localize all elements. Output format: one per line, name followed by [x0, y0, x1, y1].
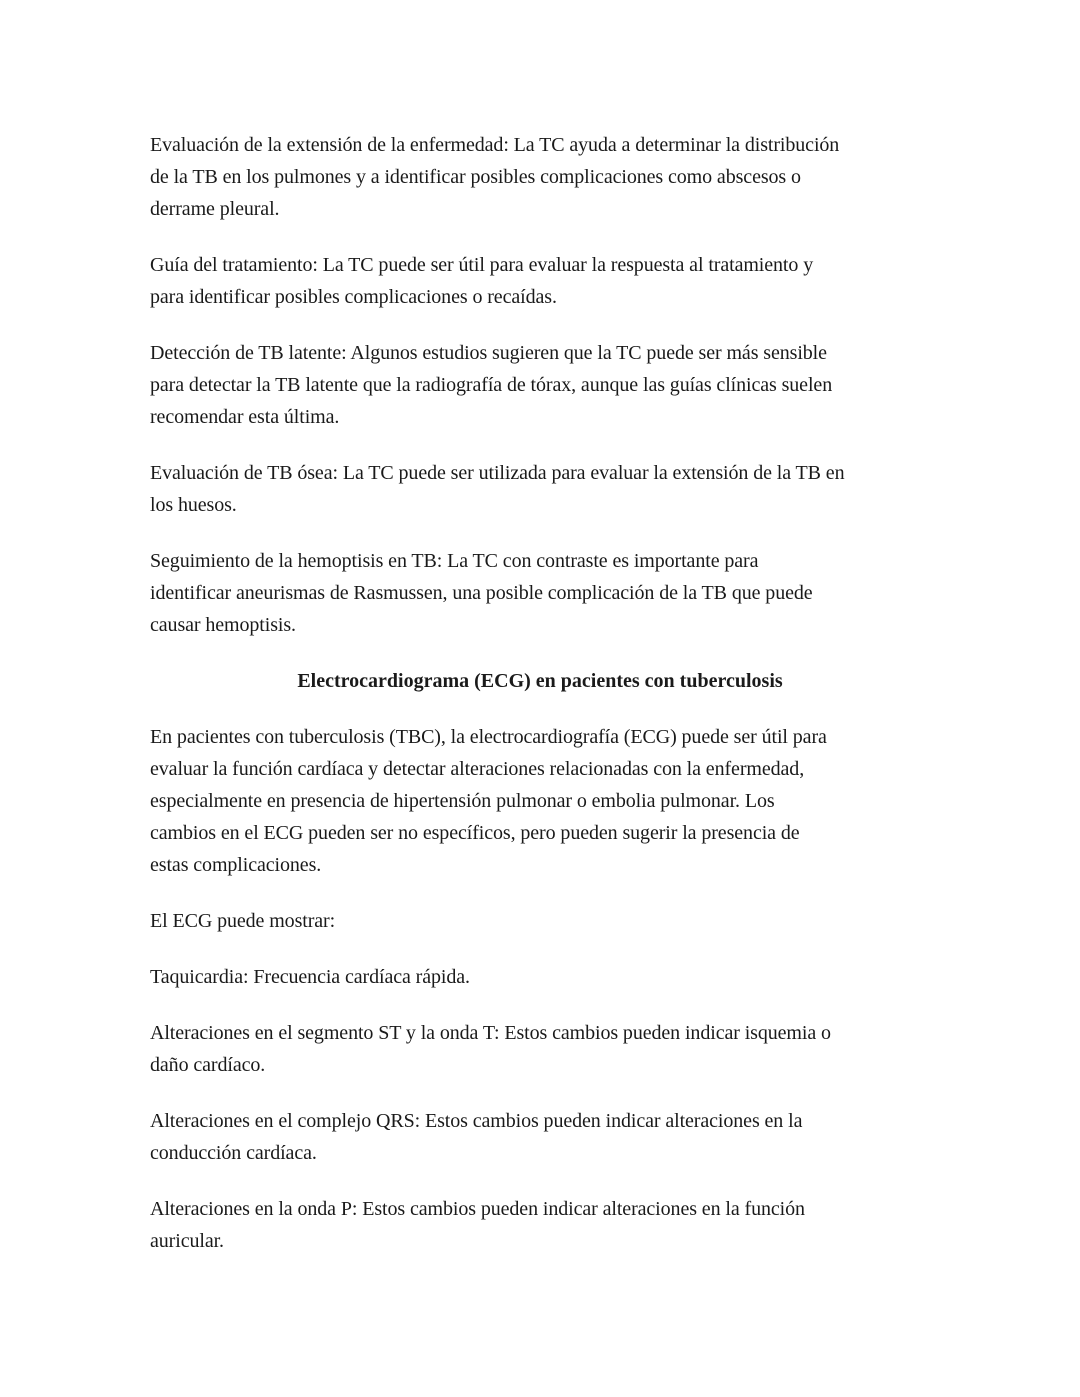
- text-line: cambios en el ECG pueden ser no específicos, pero pueden sugerir la presencia de: [150, 822, 800, 844]
- paragraph-ecg-puede-mostrar: [150, 905, 940, 937]
- text-line: Detección de TB latente: Algunos estudios sugieren que la TC puede ser más sensible: [150, 342, 827, 364]
- text-line: Alteraciones en el segmento ST y la onda T: Estos cambios pueden indicar isquemia o: [150, 1022, 831, 1044]
- text-line: los huesos.: [150, 494, 237, 516]
- document-page: [150, 129, 940, 1281]
- text-line: daño cardíaco.: [150, 1054, 266, 1076]
- text-line: estas complicaciones.: [150, 854, 322, 876]
- paragraph-taquicardia: [150, 961, 940, 993]
- text-line: para identificar posibles complicaciones o recaídas.: [150, 286, 557, 308]
- text-line: Taquicardia: Frecuencia cardíaca rápida.: [150, 966, 470, 988]
- text-line: Guía del tratamiento: La TC puede ser útil para evaluar la respuesta al tratamiento y: [150, 254, 814, 276]
- text-line: Seguimiento de la hemoptisis en TB: La TC con contraste es importante para: [150, 550, 759, 572]
- paragraph-guia-tratamiento: [150, 249, 940, 313]
- paragraph-onda-p: [150, 1193, 940, 1257]
- text-line: En pacientes con tuberculosis (TBC), la electrocardiografía (ECG) puede ser útil para: [150, 726, 827, 748]
- text-line: recomendar esta última.: [150, 406, 340, 428]
- text-line: Alteraciones en el complejo QRS: Estos cambios pueden indicar alteraciones en la: [150, 1110, 803, 1132]
- text-line: causar hemoptisis.: [150, 614, 296, 636]
- paragraph-complejo-qrs: [150, 1105, 940, 1169]
- text-line: derrame pleural.: [150, 198, 280, 220]
- section-heading: Electrocardiograma (ECG) en pacientes con tuberculosis: [297, 670, 783, 692]
- text-line: de la TB en los pulmones y a identificar posibles complicaciones como abscesos o: [150, 166, 801, 188]
- paragraph-hemoptisis: [150, 545, 940, 641]
- paragraph-ecg-intro: [150, 721, 940, 881]
- paragraph-tb-osea: [150, 457, 940, 521]
- paragraph-tb-latente: [150, 337, 940, 433]
- text-line: auricular.: [150, 1230, 224, 1252]
- text-line: Evaluación de TB ósea: La TC puede ser utilizada para evaluar la extensión de la TB en: [150, 462, 845, 484]
- text-line: para detectar la TB latente que la radiografía de tórax, aunque las guías clínicas suelen: [150, 374, 833, 396]
- text-line: Alteraciones en la onda P: Estos cambios pueden indicar alteraciones en la función: [150, 1198, 805, 1220]
- text-line: evaluar la función cardíaca y detectar alteraciones relacionadas con la enfermedad,: [150, 758, 805, 780]
- text-line: conducción cardíaca.: [150, 1142, 317, 1164]
- text-line: especialmente en presencia de hipertensión pulmonar o embolia pulmonar. Los: [150, 790, 775, 812]
- text-line: El ECG puede mostrar:: [150, 910, 336, 932]
- paragraph-segmento-st: [150, 1017, 940, 1081]
- text-line: Evaluación de la extensión de la enfermedad: La TC ayuda a determinar la distribución: [150, 134, 840, 156]
- text-line: identificar aneurismas de Rasmussen, una posible complicación de la TB que puede: [150, 582, 813, 604]
- paragraph-extension-enfermedad: [150, 129, 940, 225]
